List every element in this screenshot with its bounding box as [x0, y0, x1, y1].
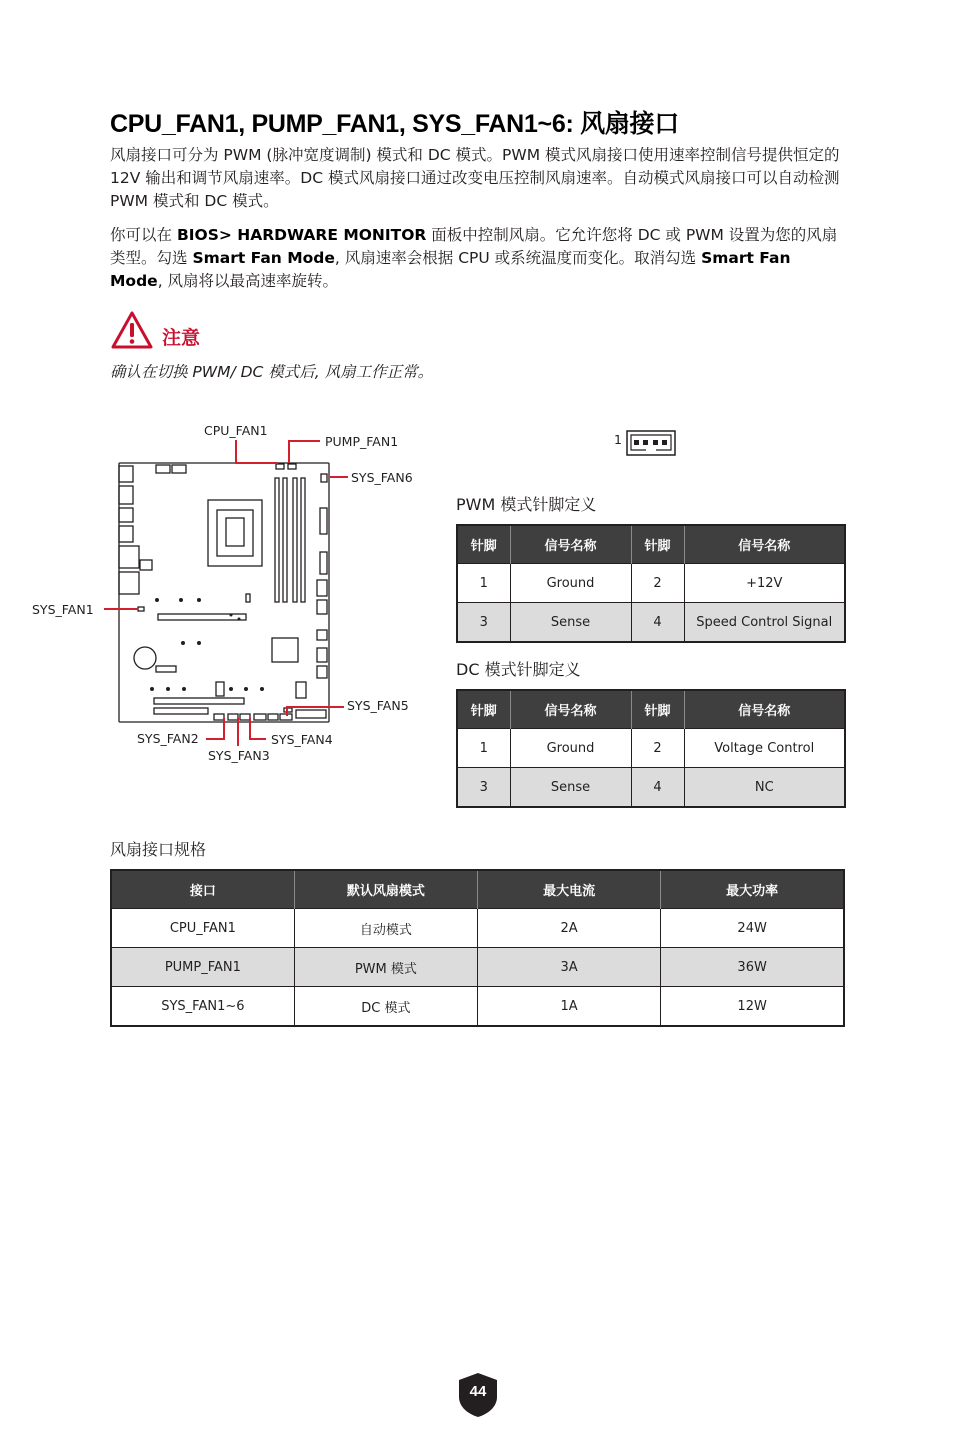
bios-text: 你可以在 BIOS> HARDWARE MONITOR 面板中控制风扇。它允许您将 DC 或 PWM 设置为您的风扇类型。勾选 Smart Fan Mode, 风扇速率会根据 CPU 或系统温度而变化。取消勾选 Smart Fan Mode, 风扇将以最高速率旋转。: [110, 226, 838, 290]
sys-fan3-label: SYS_FAN3: [208, 748, 270, 763]
cpu-fan1-label: CPU_FAN1: [204, 423, 268, 438]
pwm-pin-table: [456, 524, 846, 643]
table-cell: 自动模式: [294, 909, 477, 948]
table-cell: 4: [631, 603, 684, 643]
column-header: 信号名称: [684, 690, 845, 729]
intro-text: 风扇接口可分为 PWM (脉冲宽度调制) 模式和 DC 模式。PWM 模式风扇接口使用速率控制信号提供恒定的 12V 输出和调节风扇速率。DC 模式风扇接口通过改变电压控制风扇速率。自动模式风扇接口可以自动检测 PWM 模式和 DC 模式。: [110, 146, 840, 210]
table-row: [111, 987, 844, 1027]
table-row: [457, 729, 845, 768]
table-cell: Sense: [510, 603, 631, 643]
pwm-table-title: PWM 模式针脚定义: [456, 495, 597, 514]
column-header: 最大电流: [478, 870, 661, 909]
column-header: 信号名称: [510, 690, 631, 729]
table-cell: NC: [684, 768, 845, 808]
smart-fan-mode-label: Smart Fan Mode: [192, 249, 335, 267]
spec-table-title: 风扇接口规格: [110, 840, 207, 859]
table-cell: Ground: [510, 729, 631, 768]
column-header: 最大功率: [661, 870, 844, 909]
caution-text: 确认在切换 PWM/ DC 模式后, 风扇工作正常。: [110, 363, 434, 381]
table-cell: 24W: [661, 909, 844, 948]
sys-fan5-label: SYS_FAN5: [347, 698, 409, 713]
smart-fan-mode-label-2: Smart Fan Mode: [110, 249, 791, 290]
four-pin-connector-icon: [626, 430, 676, 456]
column-header: 接口: [111, 870, 294, 909]
table-row: [457, 768, 845, 808]
table-cell: DC 模式: [294, 987, 477, 1027]
table-row: [457, 564, 845, 603]
bios-menu-path: BIOS> HARDWARE MONITOR: [176, 226, 427, 244]
table-header-row: [457, 525, 845, 564]
sys-fan6-label: SYS_FAN6: [351, 470, 413, 485]
column-header: 默认风扇模式: [294, 870, 477, 909]
column-header: 针脚: [631, 690, 684, 729]
table-cell: 12W: [661, 987, 844, 1027]
table-header-row: [457, 690, 845, 729]
table-cell: 1A: [478, 987, 661, 1027]
page-title: CPU_FAN1, PUMP_FAN1, SYS_FAN1~6: 风扇接口: [110, 110, 679, 138]
pin1-label: 1: [614, 432, 622, 447]
dc-pin-table: [456, 689, 846, 808]
table-cell: 3A: [478, 948, 661, 987]
table-cell: +12V: [684, 564, 845, 603]
table-cell: 3: [457, 768, 510, 808]
table-cell: PWM 模式: [294, 948, 477, 987]
table-cell: 2: [631, 729, 684, 768]
table-row: [111, 948, 844, 987]
table-cell: Ground: [510, 564, 631, 603]
table-row: [457, 603, 845, 643]
column-header: 信号名称: [684, 525, 845, 564]
fan-spec-table: [110, 869, 845, 1027]
table-cell: SYS_FAN1~6: [111, 987, 294, 1027]
column-header: 信号名称: [510, 525, 631, 564]
table-cell: 4: [631, 768, 684, 808]
table-cell: 1: [457, 564, 510, 603]
table-cell: 2A: [478, 909, 661, 948]
dc-table-title: DC 模式针脚定义: [456, 660, 581, 679]
table-cell: 36W: [661, 948, 844, 987]
table-cell: PUMP_FAN1: [111, 948, 294, 987]
table-cell: 3: [457, 603, 510, 643]
sys-fan1-label: SYS_FAN1: [32, 602, 94, 617]
sys-fan2-label: SYS_FAN2: [137, 731, 199, 746]
column-header: 针脚: [457, 525, 510, 564]
table-cell: Voltage Control: [684, 729, 845, 768]
table-cell: 1: [457, 729, 510, 768]
table-header-row: [111, 870, 844, 909]
pump-fan1-label: PUMP_FAN1: [325, 434, 399, 449]
table-cell: 2: [631, 564, 684, 603]
column-header: 针脚: [457, 690, 510, 729]
page-number: 44: [469, 1383, 487, 1400]
caution-title: 注意: [162, 327, 201, 349]
column-header: 针脚: [631, 525, 684, 564]
sys-fan4-label: SYS_FAN4: [271, 732, 333, 747]
table-cell: Speed Control Signal: [684, 603, 845, 643]
table-row: [111, 909, 844, 948]
table-cell: CPU_FAN1: [111, 909, 294, 948]
table-cell: Sense: [510, 768, 631, 808]
